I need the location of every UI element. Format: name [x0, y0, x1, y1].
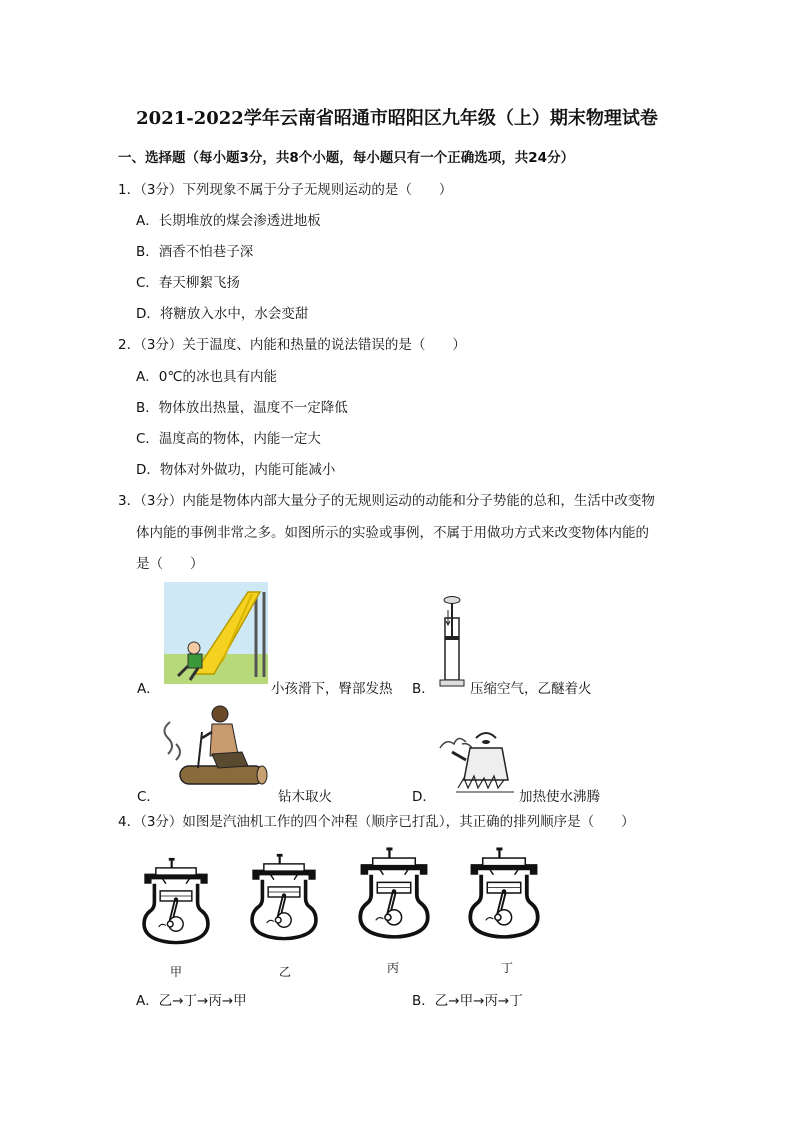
slide-illustration: [164, 582, 268, 684]
q3-option-a-caption: 小孩滑下，臀部发热: [271, 681, 393, 697]
q3-option-c-caption: 钻木取火: [278, 789, 332, 805]
engine-label-bing: 丙: [387, 961, 400, 975]
drill-wood-fire-illustration: [162, 702, 272, 794]
q3-option-a-letter: A．: [137, 681, 160, 697]
q1-option-c: C．春天柳絮飞扬: [136, 275, 240, 291]
question-3-stem-line-2: 体内能的事例非常之多。如图所示的实验或事例，不属于用做功方式来改变物体内能的: [136, 525, 649, 541]
q3-option-d-letter: D．: [412, 789, 436, 805]
air-compression-illustration: [436, 596, 468, 688]
q2-option-d: D．物体对外做功，内能可能减小: [136, 462, 336, 478]
question-1-stem: 1．（3分）下列现象不属于分子无规则运动的是（ ）: [118, 182, 453, 198]
q2-option-a: A．0℃的冰也具有内能: [136, 369, 277, 385]
q4-option-b: B．乙→甲→丙→丁: [412, 993, 523, 1009]
q1-option-a: A．长期堆放的煤会渗透进地板: [136, 213, 321, 229]
q3-option-b-caption: 压缩空气，乙醚着火: [470, 681, 592, 697]
engine-stroke-ding: [466, 834, 542, 952]
kettle-heating-illustration: [436, 730, 518, 800]
q2-option-b: B．物体放出热量，温度不一定降低: [136, 400, 348, 416]
q4-option-a: A．乙→丁→丙→甲: [136, 993, 247, 1009]
question-3-stem-line-1: 3．（3分）内能是物体内部大量分子的无规则运动的动能和分子势能的总和，生活中改变物: [118, 493, 655, 509]
engine-label-jia: 甲: [170, 965, 183, 979]
question-3-stem-line-3: 是（ ）: [136, 556, 204, 572]
q3-option-c-letter: C．: [137, 789, 160, 805]
section-heading: 一、选择题（每小题3分，共8个小题，每小题只有一个正确选项，共24分）: [118, 150, 575, 166]
q1-option-b: B．酒香不怕巷子深: [136, 244, 254, 260]
engine-stroke-jia: [140, 842, 212, 960]
question-4-stem: 4．（3分）如图是汽油机工作的四个冲程（顺序已打乱），其正确的排列顺序是（ ）: [118, 814, 635, 830]
q1-option-d: D．将糖放入水中，水会变甜: [136, 306, 309, 322]
question-2-stem: 2．（3分）关于温度、内能和热量的说法错误的是（ ）: [118, 337, 466, 353]
engine-label-ding: 丁: [501, 961, 514, 975]
engine-label-yi: 乙: [279, 965, 292, 979]
engine-stroke-yi: [248, 838, 320, 956]
q3-option-b-letter: B．: [412, 681, 435, 697]
q2-option-c: C．温度高的物体，内能一定大: [136, 431, 321, 447]
q3-option-d-caption: 加热使水沸腾: [519, 789, 600, 805]
engine-stroke-bing: [356, 834, 432, 952]
page-title: 2021-2022学年云南省昭通市昭阳区九年级（上）期末物理试卷: [136, 108, 658, 129]
